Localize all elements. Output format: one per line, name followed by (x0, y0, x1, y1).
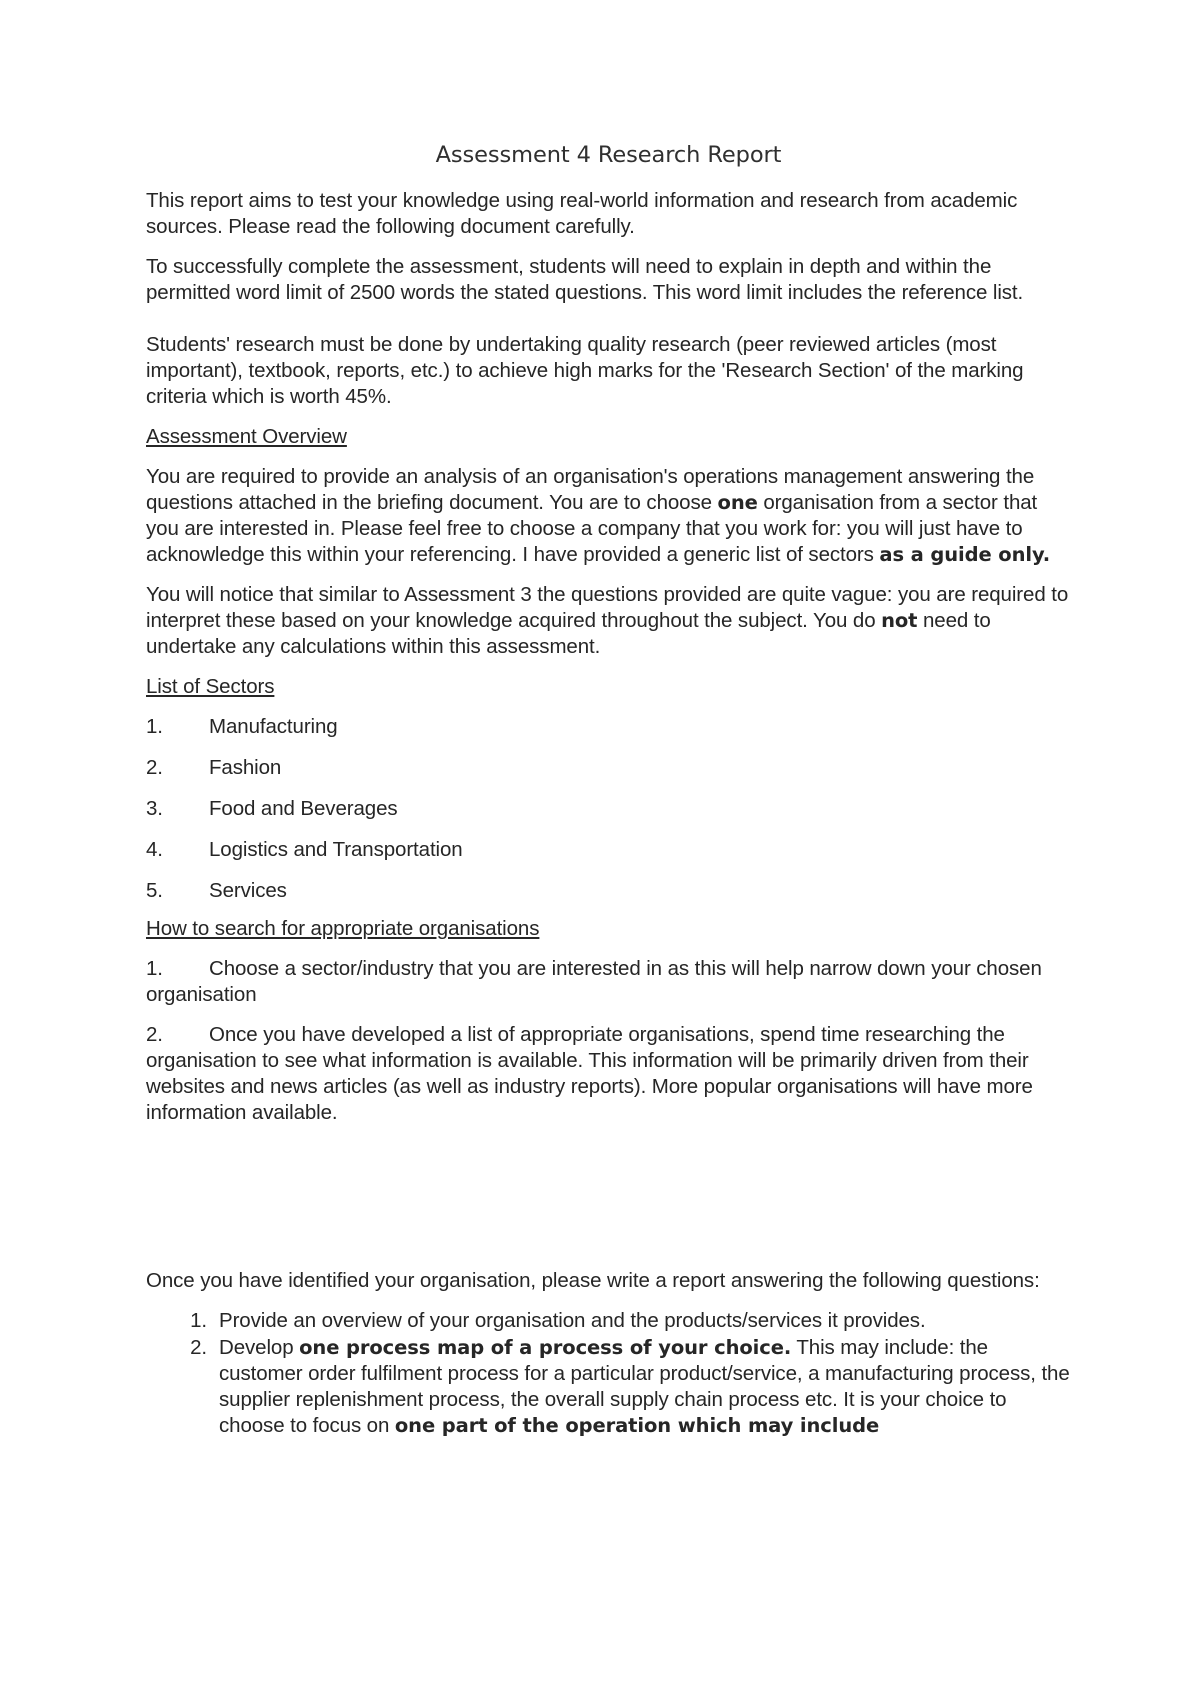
list-number: 2. (146, 1023, 163, 1046)
question-item (146, 1308, 1071, 1334)
intro-paragraph-2: To successfully complete the assessment, students will need to explain in depth and within the permitted word limit of 2500 words the stated questions. This word limit includes the reference list. (146, 255, 1024, 304)
question-text (219, 1335, 1071, 1439)
assessment-overview-heading: Assessment Overview (146, 425, 347, 448)
questions-list (146, 1308, 1071, 1439)
sector-label: Manufacturing (209, 715, 338, 738)
overview-text: You will notice that similar to Assessment 3 the questions provided are quite vague: you are required to interpret these based on your knowledge acquired throughout the subject. You do (146, 583, 1069, 632)
overview-text: organisation from a sector that you are interested in. Please feel free to choose a company that you work for: you will just have to acknowledge this within your referencing. I have provided a generic list of sectors (146, 491, 1038, 566)
list-number: 3. (146, 797, 163, 820)
intro-paragraph-3: Students' research must be done by undertaking quality research (peer reviewed articles (most important), textbook, reports, etc.) to achieve high marks for the 'Research Section' of the marking criteria which is worth 45%. (146, 333, 1024, 408)
search-step-text: Once you have developed a list of appropriate organisations, spend time researching the organisation to see what information is available. This information will be primarily driven from their websites and news articles (as well as industry reports). More popular organisations will have more information available. (146, 1023, 1033, 1124)
document-content (146, 140, 1071, 1440)
overview-paragraph-1 (146, 464, 1071, 568)
intro-paragraph-1: This report aims to test your knowledge using real-world information and research from academic sources. Please read the following document carefully. (146, 189, 1018, 238)
search-step (146, 1022, 1071, 1126)
page-title: Assessment 4 Research Report (435, 142, 782, 168)
list-number: 1. (146, 715, 163, 738)
search-step-text: Choose a sector/industry that you are interested in as this will help narrow down your chosen organisation (146, 957, 1042, 1006)
search-step (146, 956, 1071, 1008)
emphasis-not: not (881, 609, 918, 632)
emphasis-one-part: one part of the operation which may include (394, 1414, 880, 1437)
question-text-part: This may include: the customer order fulfilment process for a particular product/service, a manufacturing process, the supplier replenishment process, the overall supply chain process etc. It is your choice to choose to focus on (219, 1336, 1070, 1437)
sector-list-item (146, 837, 1071, 863)
list-number: 2. (146, 756, 163, 779)
sector-label: Food and Beverages (209, 797, 398, 820)
overview-text: You are required to provide an analysis of an organisation's operations management answering the questions attached in the briefing document. You are to choose (146, 465, 1035, 514)
sector-list-item (146, 796, 1071, 822)
search-organisations-heading: How to search for appropriate organisations (146, 917, 540, 940)
question-text: Provide an overview of your organisation and the products/services it provides. (219, 1309, 926, 1332)
overview-text: need to undertake any calculations within this assessment. (146, 609, 991, 658)
sector-label: Services (209, 879, 287, 902)
sector-label: Fashion (209, 756, 282, 779)
sector-label: Logistics and Transportation (209, 838, 463, 861)
emphasis-guide-only: as a guide only. (879, 543, 1051, 566)
sector-list-item (146, 755, 1071, 781)
sector-list-item (146, 714, 1071, 740)
question-item (146, 1335, 1071, 1439)
emphasis-one: one (717, 491, 758, 514)
question-text-part: Develop (219, 1336, 300, 1359)
list-number: 1. (146, 957, 163, 980)
question-number: 2. (190, 1336, 207, 1359)
list-number: 5. (146, 879, 163, 902)
overview-paragraph-2 (146, 582, 1071, 660)
sector-list-item (146, 878, 1071, 904)
questions-intro: Once you have identified your organisation, please write a report answering the following questions: (146, 1269, 1040, 1292)
list-number: 4. (146, 838, 163, 861)
list-of-sectors-heading: List of Sectors (146, 675, 275, 698)
question-number: 1. (190, 1309, 207, 1332)
emphasis-process-map: one process map of a process of your choice. (299, 1336, 792, 1359)
